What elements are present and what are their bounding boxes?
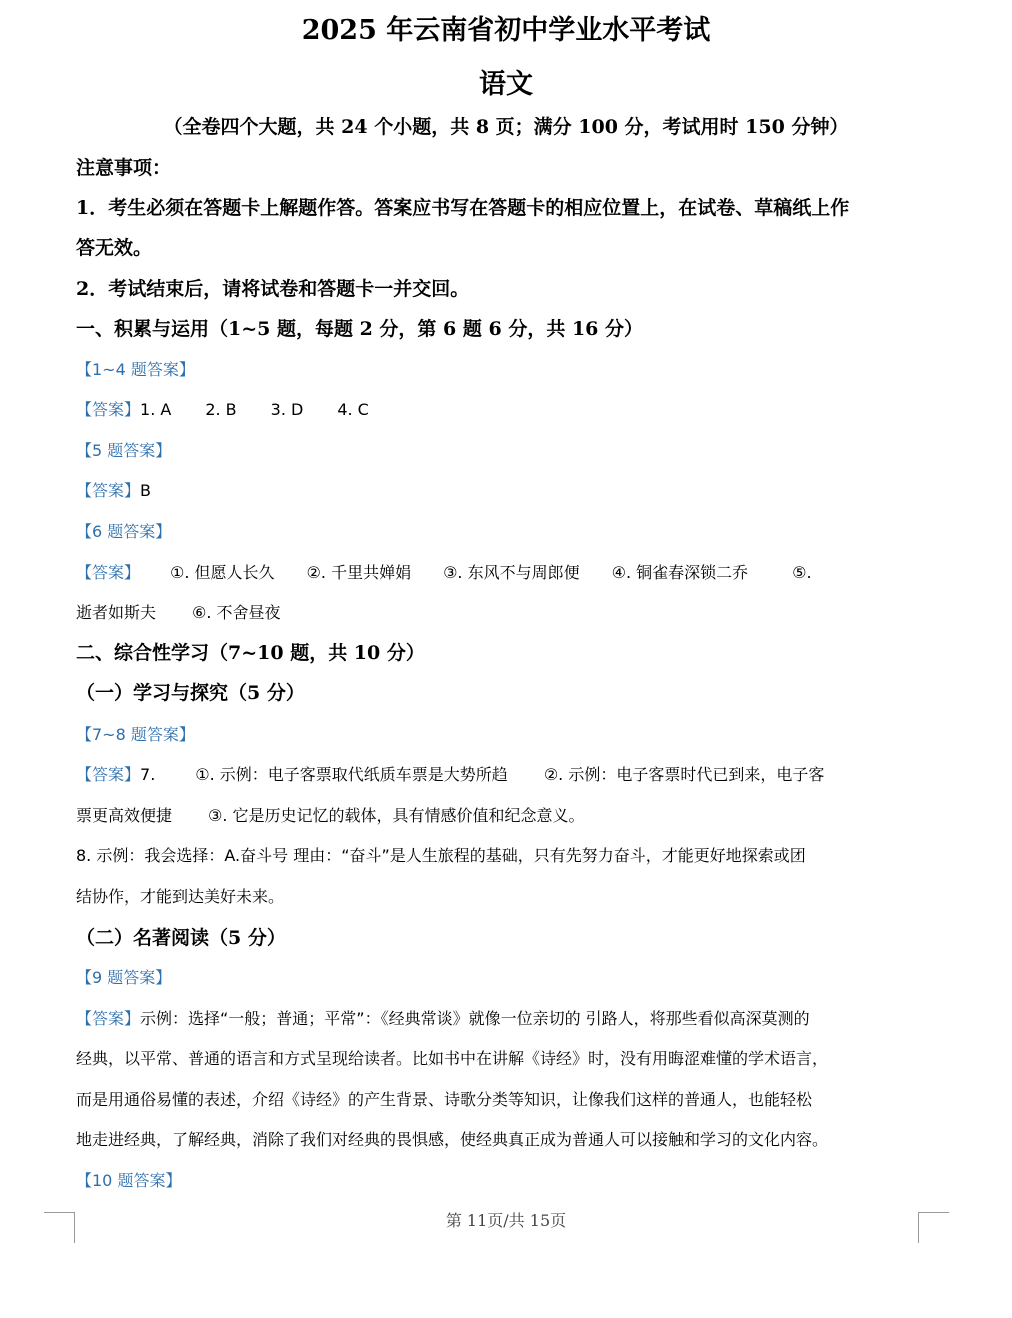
answer-8-line1: 8. 示例：我会选择：A.奋斗号 理由：“奋斗”是人生旅程的基础，只有先努力奋斗，才能更好地探索或团 (76, 846, 806, 865)
answer-9-line4: 地走进经典，了解经典，消除了我们对经典的畏惧感，使经典真正成为普通人可以接触和学习的文化内容。 (76, 1130, 829, 1149)
answer-7-2: ②. 示例：电子客票时代已到来，电子客 (543, 765, 825, 784)
answer-tag-9: 【9 题答案】 (76, 968, 172, 987)
notes-heading: 注意事项： (76, 157, 172, 179)
tag-6-row (76, 519, 936, 545)
section2-heading: 二、综合性学习（7~10 题，共 10 分） (76, 642, 425, 664)
answers-1-4-row (76, 397, 936, 423)
answer-tag-1-4: 【1~4 题答案】 (76, 360, 195, 379)
answer-9-line3: 而是用通俗易懂的表述，介绍《诗经》的产生背景、诗歌分类等知识，让像我们这样的普通人，也能轻松 (76, 1090, 813, 1109)
tag-7-8-row (76, 722, 936, 748)
answer-5-row (76, 478, 936, 504)
answer-6-5-marker: ⑤. (792, 563, 812, 582)
answer-7-1: ①. 示例：电子客票取代纸质车票是大势所趋 (195, 765, 508, 784)
answer-tag-5: 【5 题答案】 (76, 441, 172, 460)
answer-7-2-cont: 票更高效便捷 (76, 806, 173, 825)
answer-6-3: ③. 东风不与周郎便 (443, 563, 580, 582)
answer-6-4: ④. 铜雀春深锁二乔 (611, 563, 749, 582)
answer-7-row1 (76, 762, 936, 788)
answer-6-5: 逝者如斯夫 (76, 603, 157, 622)
answer-tag-10: 【10 题答案】 (76, 1171, 182, 1190)
answer-9-text-1: 示例：选择“一般；普通；平常”：《经典常谈》就像一位亲切的 引路人，将那些看似高深莫测的 (140, 1009, 810, 1028)
answer-label: 【答案】 (76, 563, 141, 582)
answer-label: 【答案】 (76, 481, 141, 500)
answer-5: B (140, 481, 151, 500)
subject-title: 语文 (479, 69, 533, 100)
answer-6-row2 (76, 600, 936, 626)
answer-tag-7-8: 【7~8 题答案】 (76, 725, 195, 744)
answer-6-6: ⑥. 不舍昼夜 (192, 603, 281, 622)
section1-heading: 一、积累与运用（1~5 题，每题 2 分，第 6 题 6 分，共 16 分） (76, 318, 643, 340)
note-item-2: 2．考试结束后，请将试卷和答题卡一并交回。 (76, 278, 470, 300)
tag-10-row (76, 1168, 936, 1194)
answer-8-line2: 结协作，才能到达美好未来。 (76, 887, 285, 906)
exam-info: （全卷四个大题，共 24 个小题，共 8 页；满分 100 分，考试用时 150 分钟） (163, 116, 849, 138)
answer-2: 2. B (205, 400, 237, 419)
answer-label: 【答案】 (76, 765, 141, 784)
page-number: 第 11页/共 15页 (445, 1211, 567, 1230)
answer-6-row1 (76, 560, 936, 586)
answer-label: 【答案】 (76, 400, 141, 419)
answer-6-1: ①. 但愿人长久 (170, 563, 275, 582)
answer-7-number: 7. (140, 765, 156, 784)
tag-5-row (76, 438, 936, 464)
exam-title: 2025 年云南省初中学业水平考试 (301, 15, 711, 46)
answer-label: 【答案】 (76, 1009, 141, 1028)
tag-1-4 (76, 357, 936, 383)
note-item-1-line1: 1．考生必须在答题卡上解题作答。答案应书写在答题卡的相应位置上，在试卷、草稿纸上作 (76, 197, 850, 219)
subsection-2-heading: （二）名著阅读（5 分） (76, 927, 286, 949)
answer-9-line1 (76, 1006, 936, 1032)
answer-3: 3. D (270, 400, 304, 419)
answer-7-row2 (76, 803, 936, 829)
tag-9-row (76, 965, 936, 991)
answer-9-line2: 经典，以平常、普通的语言和方式呈现给读者。比如书中在讲解《诗经》时，没有用晦涩难懂的学术语言， (76, 1049, 829, 1068)
answer-tag-6: 【6 题答案】 (76, 522, 172, 541)
subsection-1-heading: （一）学习与探究（5 分） (76, 682, 305, 704)
answer-4: 4. C (337, 400, 369, 419)
answer-1: 1. A (140, 400, 172, 419)
answer-6-2: ②. 千里共婵娟 (306, 563, 412, 582)
answer-7-3: ③. 它是历史记忆的载体，具有情感价值和纪念意义。 (208, 806, 585, 825)
note-item-1-line2: 答无效。 (76, 237, 153, 259)
